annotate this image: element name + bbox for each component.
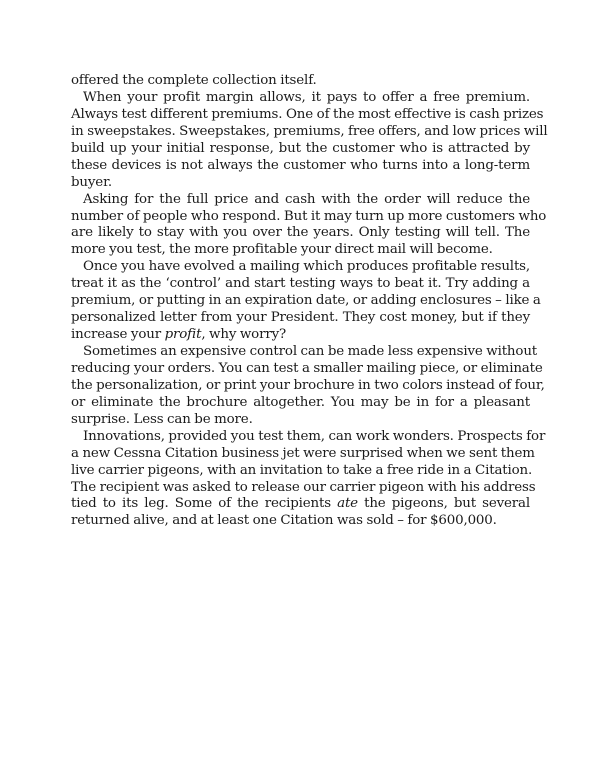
text-line: Innovations, provided you test them, can work wonders. Prospects for <box>83 428 546 444</box>
text-line: When your profit margin allows, it pays to offer a free premium. <box>83 89 530 105</box>
text-line: or eliminate the brochure altogether. You may be in for a pleasant <box>71 394 530 410</box>
text-line: in sweepstakes. Sweepstakes, premiums, free offers, and low prices will <box>71 123 548 139</box>
paragraph <box>71 428 546 531</box>
text-line: number of people who respond. But it may turn up more customers who <box>71 208 547 224</box>
text-line: more you test, the more profitable your direct mail will become. <box>71 242 493 258</box>
emphasis-text: ate <box>337 496 358 512</box>
text-line: build up your initial response, but the customer who is attracted by <box>71 140 530 156</box>
text-line: a new Cessna Citation business jet were surprised when we sent them <box>71 445 535 461</box>
text-line: personalized letter from your President. They cost money, but if they <box>71 310 530 326</box>
document-page <box>71 73 548 530</box>
text-line: surprise. Less can be more. <box>71 411 253 427</box>
text-segment: tied to its leg. Some of the recipients <box>71 496 338 512</box>
text-segment: , why worry? <box>201 327 287 343</box>
text-line: live carrier pigeons, with an invitation to take a free ride in a Citation. <box>71 462 533 478</box>
text-line: returned alive, and at least one Citation was sold – for $600,000. <box>71 513 497 529</box>
text-line: reducing your orders. You can test a smaller mailing piece, or eliminate <box>71 360 543 376</box>
text-line: buyer. <box>71 174 112 190</box>
emphasis-text: profit <box>164 327 202 343</box>
text-line: premium, or putting in an expiration date, or adding enclosures – like a <box>71 293 541 309</box>
text-line <box>71 327 530 344</box>
text-line: offered the complete collection itself. <box>71 73 317 88</box>
text-line: Always test different premiums. One of the most effective is cash prizes <box>71 106 544 122</box>
text-line: Asking for the full price and cash with the order will reduce the <box>83 191 530 207</box>
text-line: Sometimes an expensive control can be made less expensive without <box>83 344 538 359</box>
text-segment: increase your <box>71 327 165 343</box>
text-line: the personalization, or print your brochure in two colors instead of four, <box>71 377 545 393</box>
paragraph <box>71 344 545 429</box>
text-line: Once you have evolved a mailing which produces profitable results, <box>83 259 530 275</box>
text-line: these devices is not always the customer who turns into a long-term <box>71 157 530 173</box>
paragraph <box>71 191 547 260</box>
text-line <box>71 496 530 513</box>
paragraph <box>71 89 548 192</box>
paragraph <box>71 259 541 344</box>
text-line: are likely to stay with you over the years. Only testing will tell. The <box>71 225 530 241</box>
text-segment: the pigeons, but several <box>357 496 531 512</box>
paragraph <box>71 73 530 90</box>
text-line: treat it as the ‘control’ and start testing ways to beat it. Try adding a <box>71 276 530 292</box>
text-line: The recipient was asked to release our carrier pigeon with his address <box>71 479 536 495</box>
